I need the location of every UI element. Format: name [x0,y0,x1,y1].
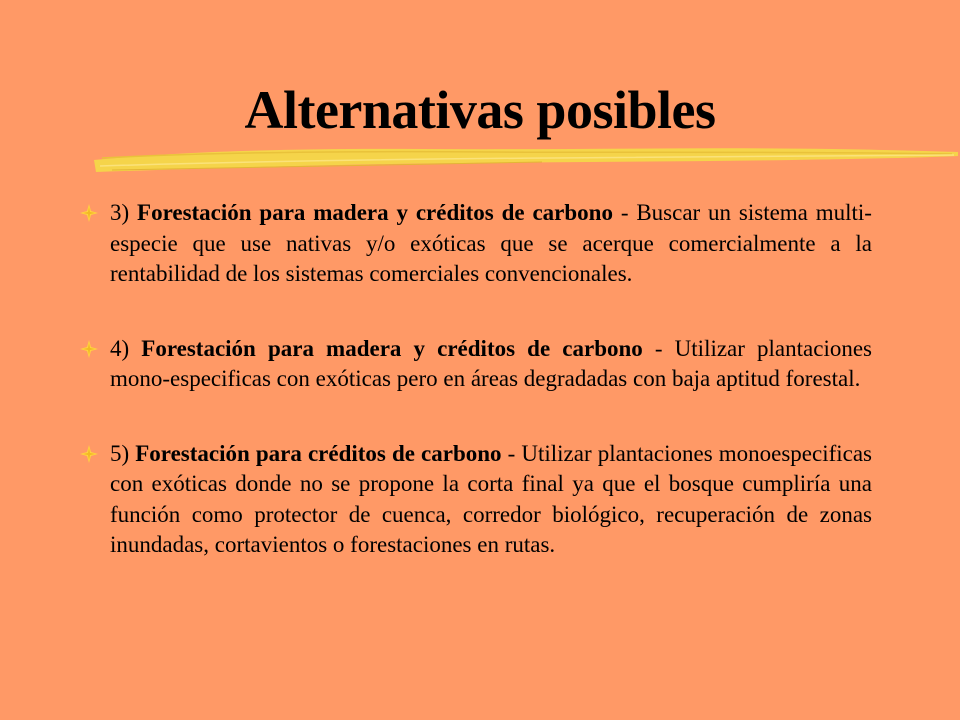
bullet-number: 4) [110,335,142,361]
bullet-number: 3) [110,200,138,225]
bullet-item-4 [80,334,872,395]
bullet-item-3 [80,198,872,290]
slide-title: Alternativas posibles [244,80,716,140]
four-point-star-icon [80,340,98,358]
bullet-number: 5) [110,440,136,466]
bullet-text [110,198,872,290]
bullet-heading: Forestación para madera y créditos de carbono [137,200,613,225]
bullet-text [110,439,872,561]
bullet-heading: Forestación para créditos de carbono [135,440,502,466]
four-point-star-icon [80,204,98,222]
bullet-heading: Forestación para madera y créditos de carbono [141,335,643,361]
bullet-body: - Buscar un sistema multi-especie que use nativas y/o exóticas que se acerque comercialmente a la rentabilidad de los sistemas comerciales convencionales. [110,200,872,286]
four-point-star-icon [80,445,98,463]
bullet-list [80,198,872,605]
bullet-text [110,334,872,395]
bullet-item-5 [80,439,872,561]
bullet-body: - Utilizar plantaciones monoespecificas con exóticas donde no se propone la corta final ya que el bosque cumpliría una función como protector de cuenca, corredor biológico, recuperación de zonas inundadas, cortavientos o forestaciones en rutas. [110,440,873,557]
title-underline-stroke [92,140,960,180]
bullet-body: - Utilizar plantaciones mono-especificas con exóticas pero en áreas degradadas con baja aptitud forestal. [110,335,872,391]
